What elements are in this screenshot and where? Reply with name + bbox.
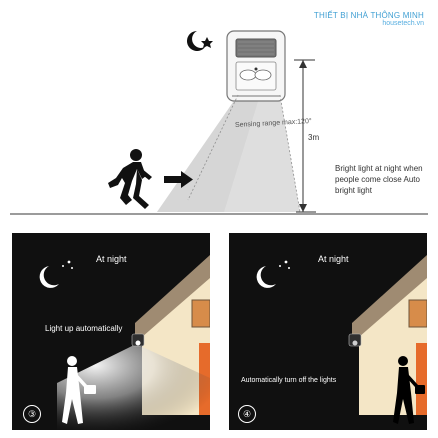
night-panel-light-off [229,233,427,430]
brand-domain: housetech.vn [382,20,424,28]
door [416,343,427,415]
height-label: 3m [308,133,320,142]
panel-caption: Light up automatically [45,324,123,333]
step-number-badge: ④ [238,405,256,423]
brand-title: THIẾT BỊ NHÀ THÔNG MINH [313,11,424,20]
night-panel-light-on [12,233,210,430]
step-number-badge: ③ [23,405,41,423]
moon-icon [257,266,276,288]
window [409,300,427,327]
window [192,300,210,327]
solar-wall-light [227,31,285,101]
panel-caption: Automatically turn off the lights [241,377,337,384]
feature-description: Bright light at night when people come close Auto bright light [335,164,423,195]
sensing-range-label: Sensing range max:120° [234,117,312,130]
running-person-icon [108,149,152,209]
panel-title: At night [318,254,349,264]
panel-title: At night [96,254,127,264]
star-icon [201,37,213,48]
moon-icon [40,266,59,288]
